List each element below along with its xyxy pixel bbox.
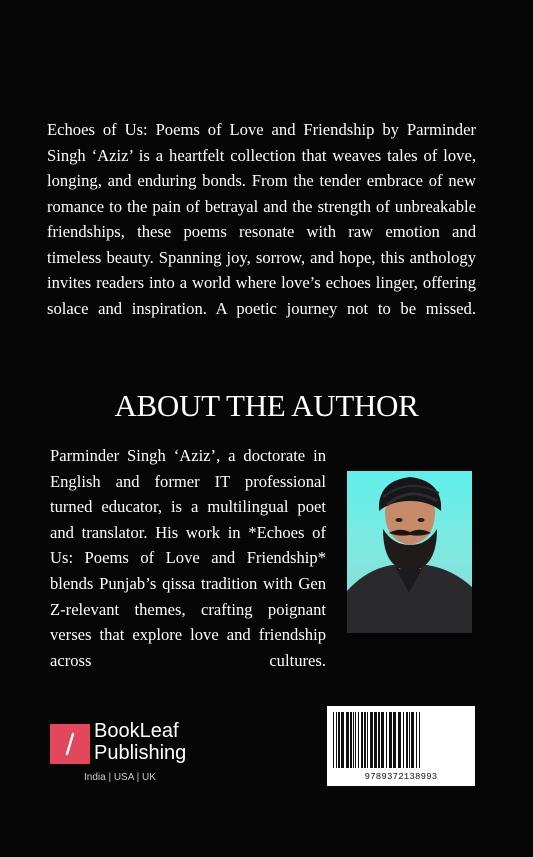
barcode-bars [327, 706, 475, 772]
barcode-bar [336, 712, 337, 768]
book-blurb: Echoes of Us: Poems of Love and Friendship by Parminder Singh ‘Aziz’ is a heartfelt collection that weaves tales of love, longing, and enduring bonds. From the tender embrace of new romance to the pain of betrayal and the strength of unbreakable friendships, these poems resonate with raw emotion and timeless beauty. Spanning joy, sorrow, and hope, this anthology invites readers into a world where love’s echoes linger, offering solace and inspiration. A poetic journey not to be missed. [47, 120, 476, 318]
publisher-regions: India | USA | UK [84, 772, 156, 783]
author-photo [347, 471, 472, 633]
barcode-bar [389, 712, 392, 768]
barcode-bar [346, 712, 349, 768]
barcode-bar [406, 712, 408, 768]
isbn-barcode [327, 706, 475, 786]
barcode-bar [393, 712, 396, 768]
author-portrait-illustration [347, 471, 472, 633]
barcode-bar [341, 712, 344, 768]
publisher-name-line2: Publishing [94, 742, 187, 764]
barcode-bar [350, 712, 352, 768]
barcode-bar [358, 712, 359, 768]
author-bio: Parminder Singh ‘Aziz’, a doctorate in English and former IT professional turned educator, is a multilingual poet and translator. His work in *Echoes of Us: Poems of Love and Friendship* blends Punjab’s qissa tradition with Gen Z-relevant themes, crafting poignant verses that explore love and friendship across cultures. [50, 446, 326, 670]
barcode-bar [333, 712, 334, 768]
barcode-bar [416, 712, 417, 768]
barcode-bar [386, 712, 387, 768]
barcode-bar [370, 712, 373, 768]
slash-icon [50, 724, 90, 764]
barcode-bar [338, 712, 340, 768]
barcode-bar [364, 712, 366, 768]
barcode-bar [398, 712, 401, 768]
barcode-bar [378, 712, 380, 768]
barcode-bar [381, 712, 384, 768]
about-author-heading: ABOUT THE AUTHOR [114, 388, 419, 423]
isbn-number: 9789372138993 [364, 772, 438, 782]
barcode-bar [367, 712, 368, 768]
barcode-bar [353, 712, 354, 768]
barcode-bar [403, 712, 404, 768]
barcode-bar [361, 712, 363, 768]
publisher-name-line1: BookLeaf [94, 720, 179, 742]
barcode-bar [409, 712, 410, 768]
barcode-bar [374, 712, 377, 768]
barcode-bar [419, 712, 420, 768]
barcode-bar [355, 712, 356, 768]
barcode-bar [411, 712, 414, 768]
